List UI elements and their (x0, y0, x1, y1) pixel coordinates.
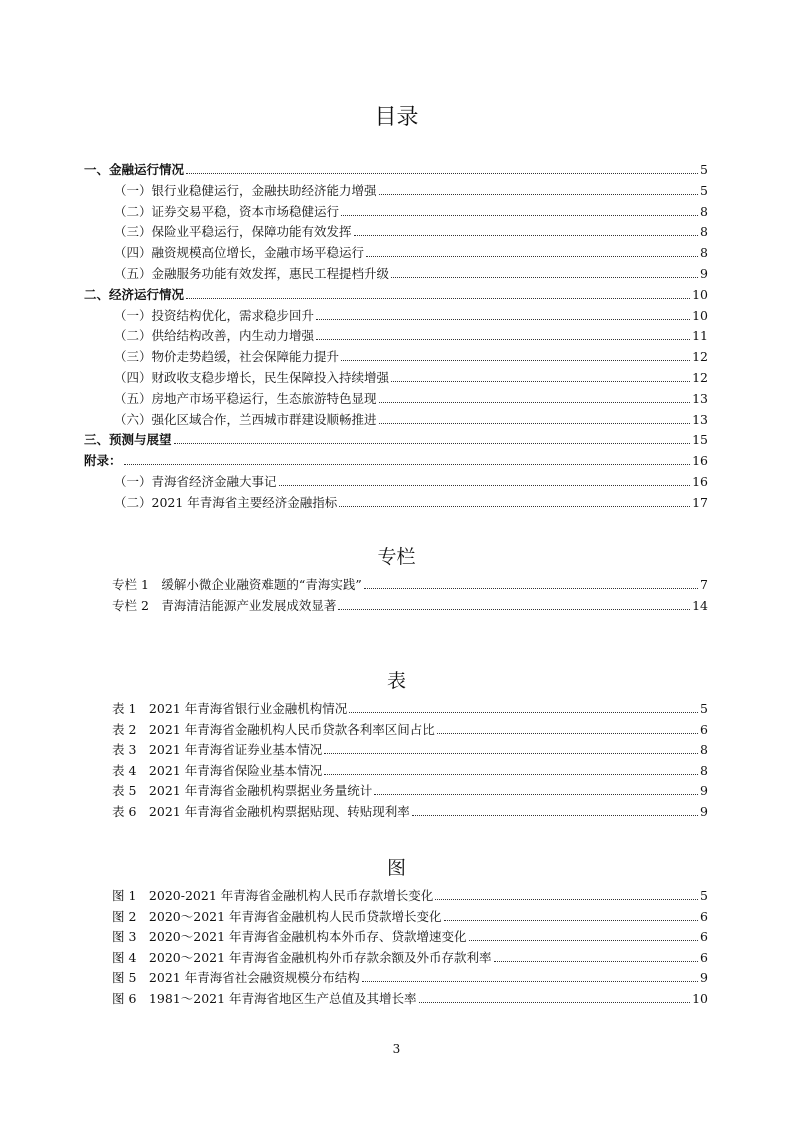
entry-label: 专栏 2 青海清洁能源产业发展成效显著 (112, 597, 337, 613)
entry-page-number: 16 (692, 453, 708, 469)
dot-leader (174, 443, 691, 444)
dot-leader (324, 753, 698, 754)
dot-leader (279, 485, 691, 486)
entry-page-number: 6 (700, 721, 708, 737)
entry-page-number: 10 (692, 991, 708, 1006)
dot-leader (324, 774, 698, 775)
dot-leader (412, 815, 698, 816)
entry-label: 表 3 2021 年青海省证券业基本情况 (112, 742, 323, 758)
entry-page-number: 14 (692, 597, 708, 613)
toc-entry[interactable] (114, 306, 708, 326)
dot-leader (124, 464, 691, 465)
dot-leader (339, 506, 690, 507)
dot-leader (366, 256, 698, 257)
dot-leader (341, 215, 698, 216)
entry-label: 图 1 2020-2021 年青海省金融机构人民币存款增长变化 (112, 888, 434, 903)
table-entry[interactable] (112, 740, 708, 760)
entry-page-number: 11 (692, 328, 708, 344)
entry-label: 附录： (84, 453, 122, 469)
toc-entry[interactable] (114, 181, 708, 201)
entry-page-number: 8 (700, 742, 708, 758)
dot-leader (437, 733, 698, 734)
toc-entry[interactable] (84, 160, 708, 180)
entry-label: （六）强化区域合作，兰西城市群建设顺畅推进 (114, 411, 377, 427)
entry-label: （一）投资结构优化，需求稳步回升 (114, 307, 315, 323)
entry-label: 图 2 2020～2021 年青海省金融机构人民币贷款增长变化 (112, 908, 442, 924)
toc-entry[interactable] (114, 347, 708, 367)
dot-leader (316, 339, 690, 340)
entry-page-number: 8 (700, 762, 708, 778)
dot-leader (444, 920, 699, 921)
entry-label: 一、金融运行情况 (84, 162, 185, 177)
toc-entry[interactable] (84, 285, 708, 305)
entry-label: 表 5 2021 年青海省金融机构票据业务量统计 (112, 783, 373, 799)
toc-entry[interactable] (114, 243, 708, 263)
dot-leader (469, 940, 699, 941)
dot-leader (338, 609, 690, 610)
toc-entry[interactable] (114, 264, 708, 284)
entry-label: （三）物价走势趋缓，社会保障能力提升 (114, 349, 340, 365)
columns-heading: 专栏 (377, 546, 416, 568)
dot-leader (349, 712, 698, 713)
entry-label: （四）融资规模高位增长，金融市场平稳运行 (114, 245, 365, 261)
dot-leader (419, 1002, 691, 1003)
entry-page-number: 17 (692, 494, 708, 510)
entry-label: 表 2 2021 年青海省金融机构人民币贷款各利率区间占比 (112, 721, 435, 737)
table-entry[interactable] (112, 761, 708, 781)
entry-page-number: 5 (700, 701, 708, 716)
column-entry[interactable] (112, 575, 708, 595)
entry-label: （一）银行业稳健运行，金融扶助经济能力增强 (114, 182, 377, 198)
entry-page-number: 6 (700, 949, 708, 965)
entry-page-number: 5 (700, 888, 708, 903)
entry-page-number: 15 (692, 432, 708, 448)
dot-leader (379, 194, 699, 195)
entry-page-number: 9 (700, 804, 708, 819)
dot-leader (374, 794, 698, 795)
entry-page-number: 10 (692, 286, 708, 302)
dot-leader (354, 235, 699, 236)
entry-page-number: 12 (692, 370, 708, 385)
toc-entry[interactable] (114, 202, 708, 222)
entry-label: （五）房地产市场平稳运行，生态旅游特色显现 (114, 390, 377, 406)
entry-label: 表 6 2021 年青海省金融机构票据贴现、转贴现利率 (112, 804, 410, 819)
dot-leader (186, 298, 690, 299)
entry-page-number: 9 (700, 970, 708, 986)
tables-heading: 表 (386, 670, 406, 692)
entry-page-number: 16 (692, 474, 708, 489)
entry-label: 二、经济运行情况 (84, 286, 185, 302)
entry-page-number: 12 (692, 349, 708, 365)
figure-entry[interactable] (112, 948, 708, 968)
table-entry[interactable] (112, 781, 708, 801)
dot-leader (186, 173, 698, 174)
table-entry[interactable] (112, 802, 708, 822)
toc-entry[interactable] (114, 389, 708, 409)
entry-label: （二）2021 年青海省主要经济金融指标 (114, 494, 338, 510)
toc-entry[interactable] (114, 368, 708, 388)
dot-leader (362, 981, 698, 982)
dot-leader (316, 319, 690, 320)
entry-page-number: 9 (700, 266, 708, 281)
entry-page-number: 7 (700, 577, 708, 592)
dot-leader (341, 360, 690, 361)
entry-page-number: 5 (700, 162, 708, 177)
figure-entry[interactable] (112, 989, 708, 1009)
entry-label: 表 4 2021 年青海省保险业基本情况 (112, 762, 323, 778)
entry-page-number: 8 (700, 245, 708, 261)
entry-page-number: 5 (700, 182, 708, 198)
entry-label: 图 4 2020～2021 年青海省金融机构外币存款余额及外币存款利率 (112, 949, 492, 965)
toc-entry[interactable] (84, 430, 708, 450)
dot-leader (379, 402, 691, 403)
dot-leader (494, 961, 699, 962)
toc-entry[interactable] (114, 326, 708, 346)
figures-heading: 图 (386, 857, 406, 879)
entry-label: 三、预测与展望 (84, 432, 172, 448)
dot-leader (364, 588, 698, 589)
entry-page-number: 8 (700, 203, 708, 219)
entry-label: （三）保险业平稳运行，保障功能有效发挥 (114, 224, 352, 240)
dot-leader (435, 899, 698, 900)
page-number: 3 (392, 1042, 401, 1056)
column-entry[interactable] (112, 596, 708, 616)
dot-leader (391, 381, 690, 382)
figure-entry[interactable] (112, 968, 708, 988)
entry-page-number: 6 (700, 908, 708, 924)
entry-label: 图 5 2021 年青海省社会融资规模分布结构 (112, 970, 360, 986)
toc-entry[interactable] (114, 472, 708, 492)
entry-page-number: 13 (692, 411, 708, 427)
table-entry[interactable] (112, 720, 708, 740)
entry-page-number: 13 (692, 390, 708, 406)
entry-page-number: 6 (700, 929, 708, 945)
entry-label: （二）证券交易平稳，资本市场稳健运行 (114, 203, 340, 219)
toc-entry[interactable] (84, 451, 708, 471)
toc-heading: 目录 (374, 105, 419, 130)
entry-label: （二）供给结构改善，内生动力增强 (114, 328, 315, 344)
toc-entry[interactable] (114, 410, 708, 430)
entry-label: （五）金融服务功能有效发挥，惠民工程提档升级 (114, 266, 390, 281)
entry-label: （四）财政收支稳步增长，民生保障投入持续增强 (114, 370, 390, 385)
entry-label: （一）青海省经济金融大事记 (114, 474, 277, 489)
entry-label: 图 3 2020～2021 年青海省金融机构本外币存、贷款增速变化 (112, 929, 467, 945)
entry-label: 表 1 2021 年青海省银行业金融机构情况 (112, 701, 348, 716)
table-entry[interactable] (112, 699, 708, 719)
figure-entry[interactable] (112, 907, 708, 927)
entry-page-number: 9 (700, 783, 708, 799)
entry-label: 图 6 1981～2021 年青海省地区生产总值及其增长率 (112, 991, 417, 1006)
dot-leader (379, 423, 691, 424)
figure-entry[interactable] (112, 886, 708, 906)
toc-entry[interactable] (114, 222, 708, 242)
entry-label: 专栏 1 缓解小微企业融资难题的“青海实践” (112, 577, 362, 592)
figure-entry[interactable] (112, 927, 708, 947)
entry-page-number: 10 (692, 307, 708, 323)
toc-entry[interactable] (114, 493, 708, 513)
entry-page-number: 8 (700, 224, 708, 240)
dot-leader (391, 277, 698, 278)
